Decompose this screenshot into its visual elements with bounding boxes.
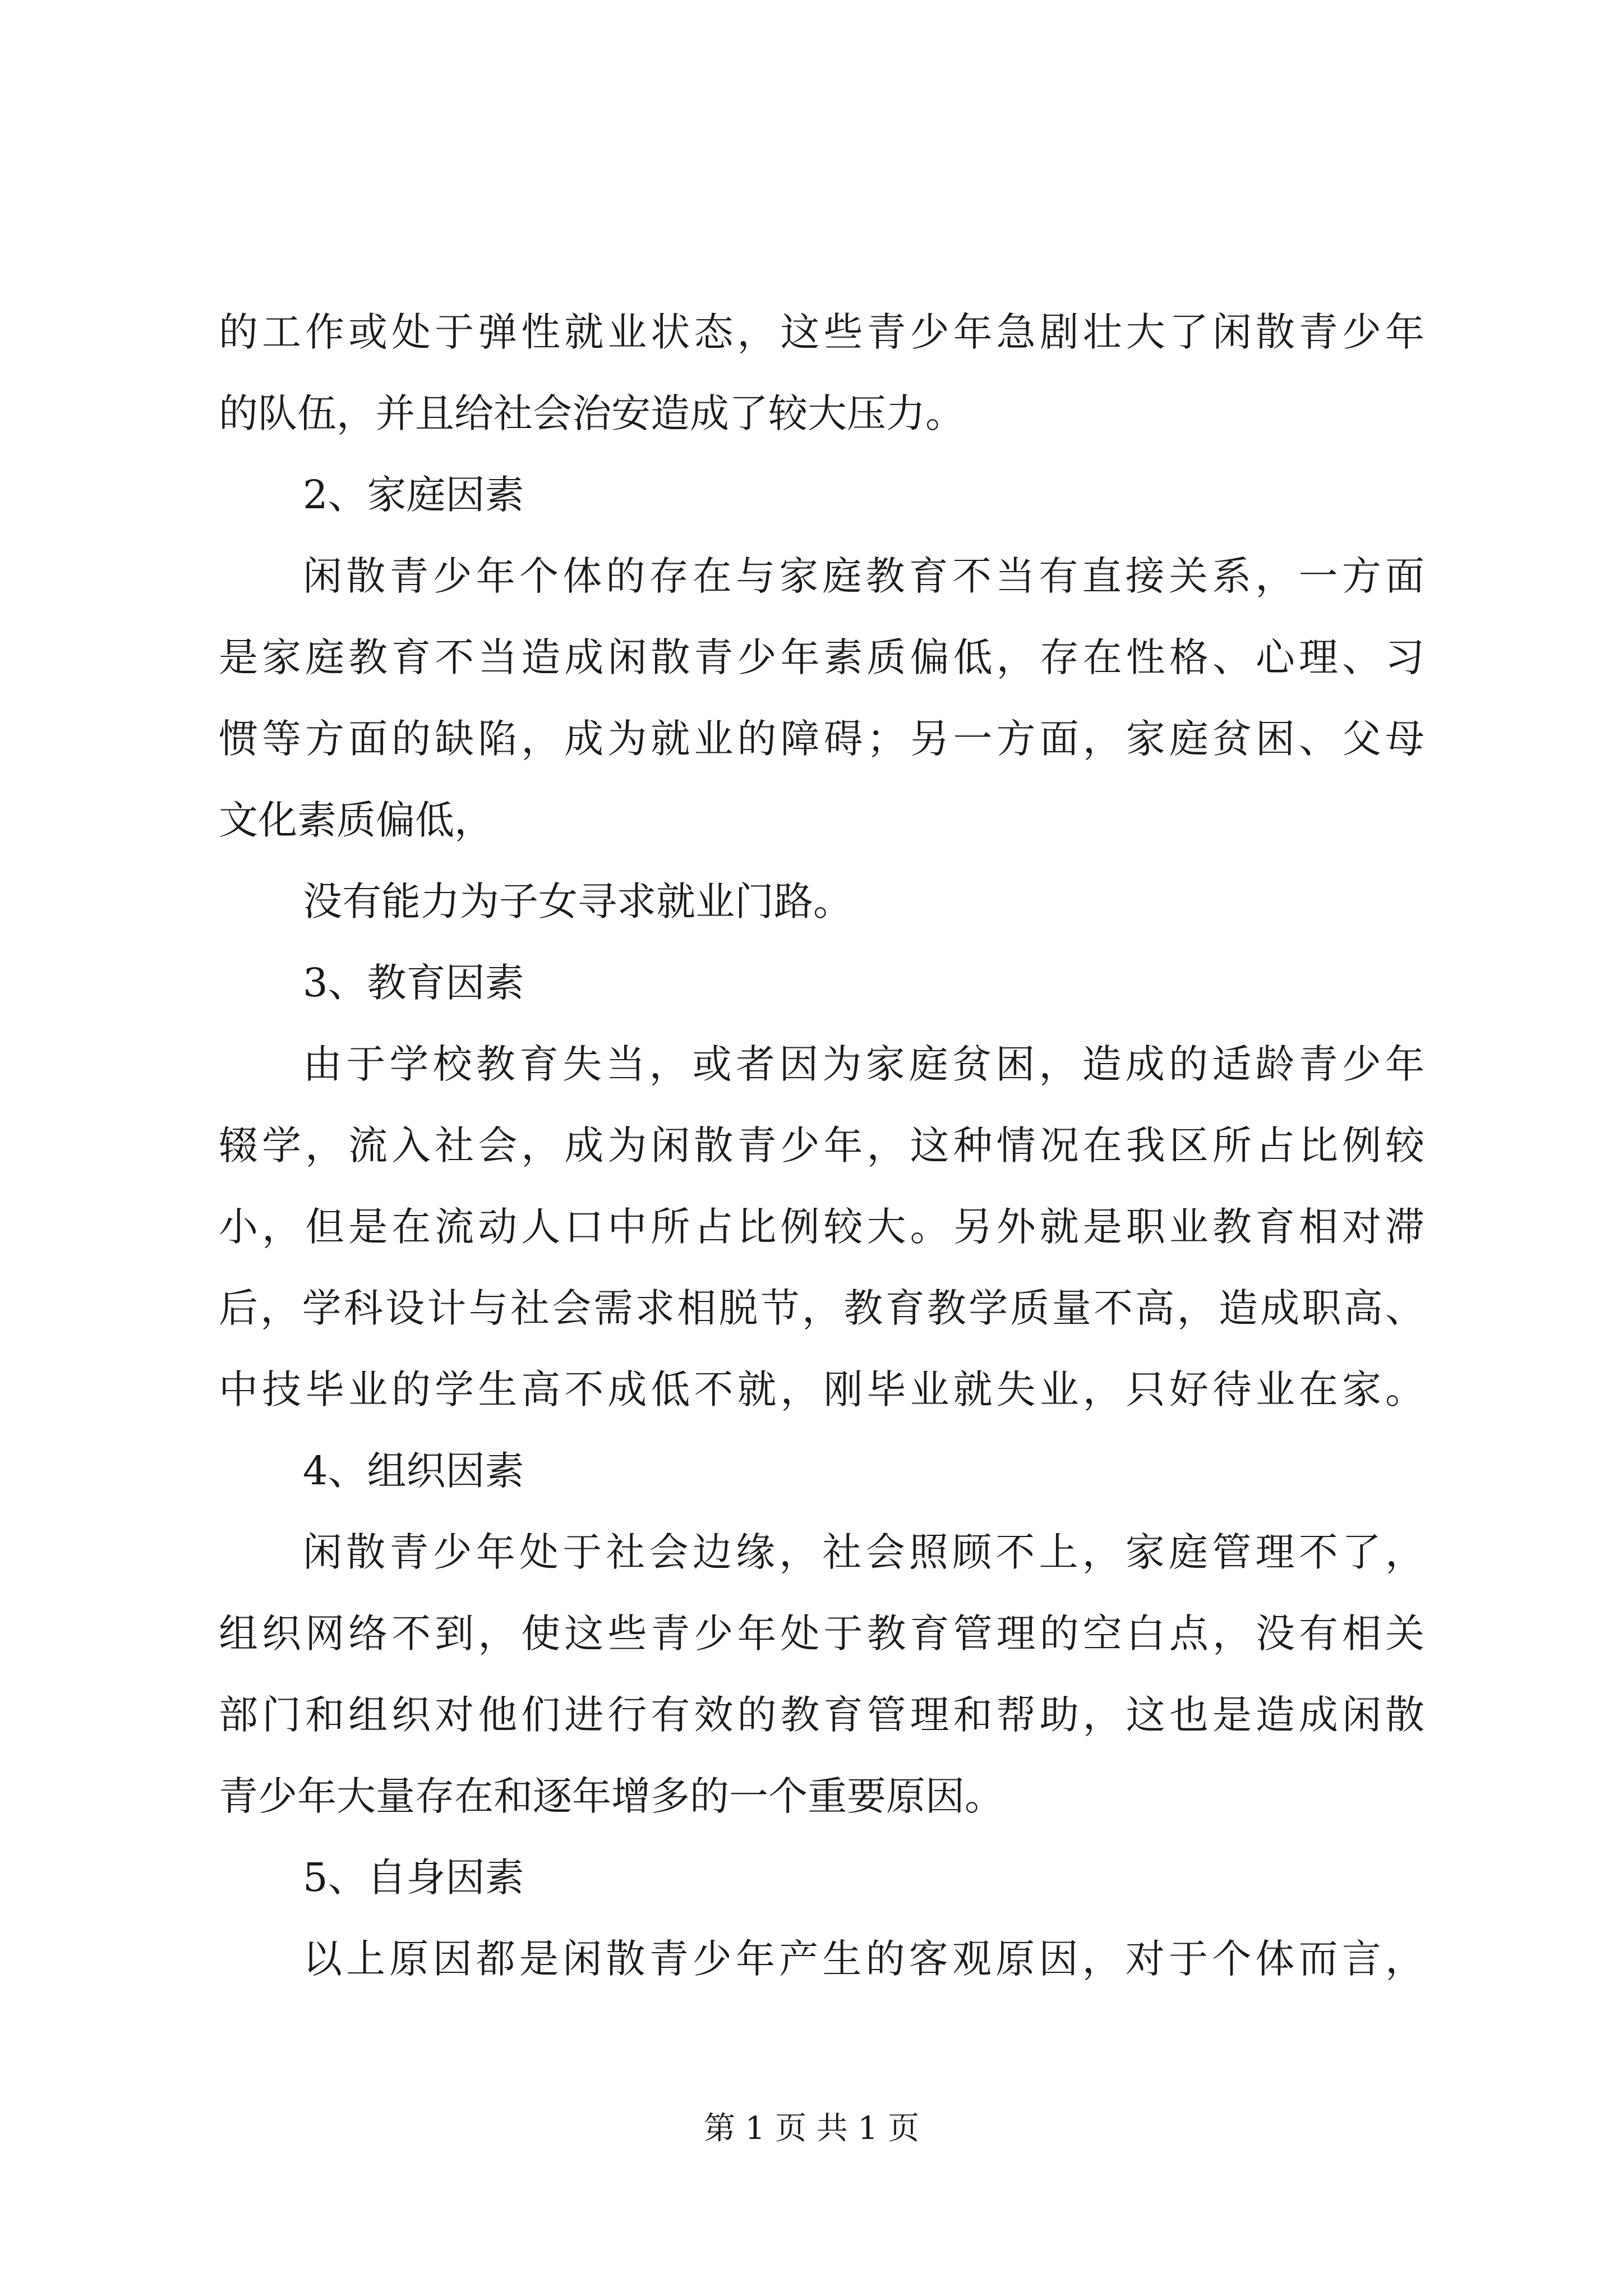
paragraph-line: 小，但是在流动人口中所占比例较大。另外就是职业教育相对滞 bbox=[219, 1204, 1424, 1250]
section-heading: 5、自身因素 bbox=[303, 1855, 524, 1901]
paragraph-line: 青少年大量存在和逐年增多的一个重要原因。 bbox=[219, 1773, 1004, 1819]
paragraph-line: 没有能力为子女寻求就业门路。 bbox=[303, 878, 852, 924]
section-heading: 3、教育因素 bbox=[303, 960, 524, 1006]
paragraph-line: 以上原因都是闲散青少年产生的客观原因，对于个体而言， bbox=[303, 1936, 1424, 1982]
paragraph-line: 闲散青少年处于社会边缘，社会照顾不上，家庭管理不了， bbox=[303, 1529, 1424, 1575]
paragraph-line: 中技毕业的学生高不成低不就，刚毕业就失业，只好待业在家。 bbox=[219, 1366, 1424, 1412]
paragraph-line: 部门和组织对他们进行有效的教育管理和帮助，这也是造成闲散 bbox=[219, 1692, 1424, 1738]
section-heading: 4、组织因素 bbox=[303, 1448, 524, 1494]
section-heading: 2、家庭因素 bbox=[303, 472, 524, 518]
paragraph-line: 闲散青少年个体的存在与家庭教育不当有直接关系，一方面 bbox=[303, 553, 1424, 599]
paragraph-line: 惯等方面的缺陷，成为就业的障碍；另一方面，家庭贫困、父母 bbox=[219, 716, 1424, 762]
paragraph-line: 文化素质偏低， bbox=[219, 797, 494, 843]
paragraph-line: 辍学，流入社会，成为闲散青少年，这种情况在我区所占比例较 bbox=[219, 1122, 1424, 1168]
paragraph-line: 的工作或处于弹性就业状态，这些青少年急剧壮大了闲散青少年 bbox=[219, 309, 1424, 355]
paragraph-line: 由于学校教育失当，或者因为家庭贫困，造成的适龄青少年 bbox=[303, 1041, 1424, 1087]
document-body bbox=[219, 292, 1424, 2000]
paragraph-line: 是家庭教育不当造成闲散青少年素质偏低，存在性格、心理、习 bbox=[219, 634, 1424, 680]
paragraph-line: 组织网络不到，使这些青少年处于教育管理的空白点，没有相关 bbox=[219, 1611, 1424, 1657]
paragraph-line: 后，学科设计与社会需求相脱节，教育教学质量不高，造成职高、 bbox=[219, 1285, 1424, 1331]
page-footer: 第 1 页 共 1 页 bbox=[703, 2110, 920, 2147]
paragraph-line: 的队伍，并且给社会治安造成了较大压力。 bbox=[219, 390, 965, 436]
